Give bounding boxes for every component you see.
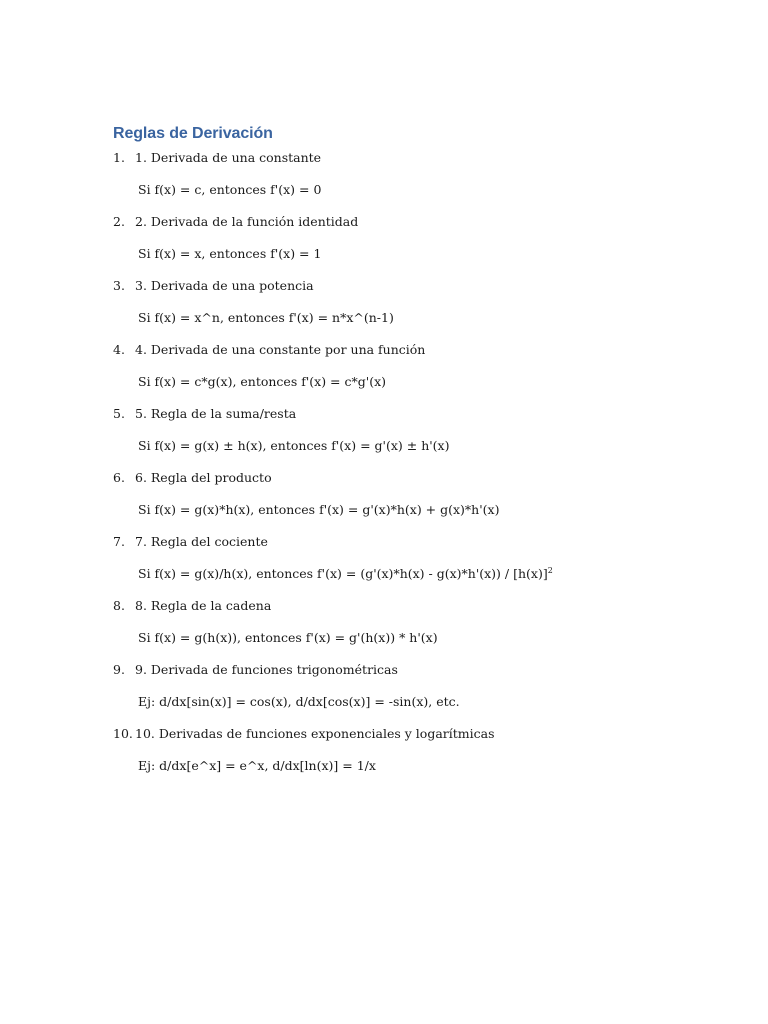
list-item <box>113 662 713 726</box>
list-item-heading: 7. Regla del cociente <box>135 534 268 549</box>
list-item-heading: 8. Regla de la cadena <box>135 598 272 613</box>
list-item-detail: Si f(x) = g(x)*h(x), entonces f'(x) = g'(x)*h(x) + g(x)*h'(x) <box>138 502 500 517</box>
list-item-detail <box>138 566 553 582</box>
list-item-number: 8. <box>113 598 125 613</box>
list-item-heading: 4. Derivada de una constante por una función <box>135 342 426 357</box>
list-item-number: 9. <box>113 662 125 677</box>
list-item-detail: Si f(x) = c*g(x), entonces f'(x) = c*g'(x) <box>138 374 386 389</box>
list-item <box>113 278 713 342</box>
list-item-heading: 6. Regla del producto <box>135 470 272 485</box>
list-item-detail: Ej: d/dx[sin(x)] = cos(x), d/dx[cos(x)] = -sin(x), etc. <box>138 694 460 709</box>
list-item-detail: Si f(x) = c, entonces f'(x) = 0 <box>138 182 322 197</box>
list-item <box>113 150 713 214</box>
list-item <box>113 470 713 534</box>
list-item-detail: Si f(x) = x^n, entonces f'(x) = n*x^(n-1) <box>138 310 394 325</box>
list-item <box>113 406 713 470</box>
list-item-number: 7. <box>113 534 125 549</box>
list-item <box>113 534 713 598</box>
superscript-exponent: 2 <box>547 566 553 575</box>
list-item-heading: 2. Derivada de la función identidad <box>135 214 359 229</box>
list-item <box>113 726 713 790</box>
list-item-heading: 10. Derivadas de funciones exponenciales y logarítmicas <box>135 726 495 741</box>
list-item-number: 1. <box>113 150 125 165</box>
detail-text: Si f(x) = g(x)/h(x), entonces f'(x) = (g'(x)*h(x) - g(x)*h'(x)) / [h(x)] <box>138 566 548 581</box>
list-item-number: 2. <box>113 214 125 229</box>
list-item-detail: Si f(x) = x, entonces f'(x) = 1 <box>138 246 322 261</box>
list-item-detail: Si f(x) = g(h(x)), entonces f'(x) = g'(h(x)) * h'(x) <box>138 630 438 645</box>
list-item <box>113 342 713 406</box>
list-item-heading: 3. Derivada de una potencia <box>135 278 314 293</box>
document-title: Reglas de Derivación <box>113 125 273 142</box>
list-item-number: 10. <box>113 726 133 741</box>
list-item-heading: 5. Regla de la suma/resta <box>135 406 297 421</box>
rules-list <box>113 150 713 790</box>
list-item-detail: Si f(x) = g(x) ± h(x), entonces f'(x) = g'(x) ± h'(x) <box>138 438 450 453</box>
list-item-heading: 9. Derivada de funciones trigonométricas <box>135 662 398 677</box>
list-item-number: 5. <box>113 406 125 421</box>
list-item-heading: 1. Derivada de una constante <box>135 150 322 165</box>
list-item <box>113 598 713 662</box>
list-item-number: 6. <box>113 470 125 485</box>
list-item-detail: Ej: d/dx[e^x] = e^x, d/dx[ln(x)] = 1/x <box>138 758 376 773</box>
list-item-number: 3. <box>113 278 125 293</box>
list-item <box>113 214 713 278</box>
list-item-number: 4. <box>113 342 125 357</box>
